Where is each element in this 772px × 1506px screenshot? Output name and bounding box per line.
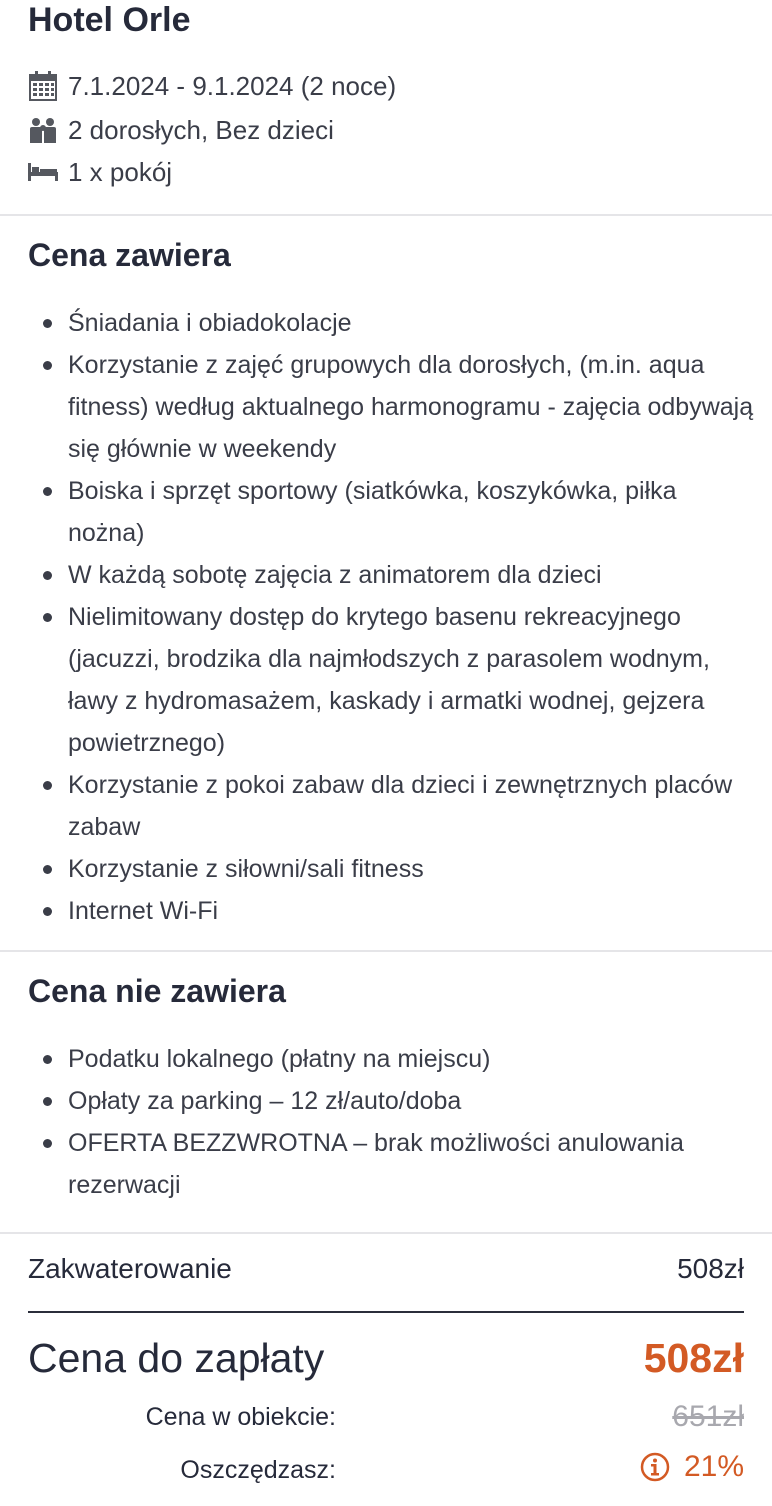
list-item: OFERTA BEZZWROTNA – brak możliwości anulowania rezerwacji	[28, 1122, 758, 1206]
included-list	[28, 302, 758, 932]
stay-dates	[28, 68, 396, 104]
accommodation-row	[28, 1248, 744, 1290]
calendar-icon	[28, 71, 58, 101]
hotel-title: Hotel Orle	[28, 1, 191, 39]
divider	[0, 950, 772, 952]
stay-rooms-text: 1 x pokój	[68, 156, 173, 187]
list-item: Opłaty za parking – 12 zł/auto/doba	[28, 1080, 758, 1122]
original-price-value: 651zł	[672, 1400, 744, 1433]
divider	[0, 214, 772, 216]
savings-value: 21%	[683, 1450, 744, 1483]
excluded-title: Cena nie zawiera	[28, 973, 286, 1009]
accommodation-label: Zakwaterowanie	[28, 1253, 232, 1284]
stay-rooms	[28, 154, 172, 190]
list-item: Korzystanie z siłowni/sali fitness	[28, 848, 758, 890]
savings-label: Oszczędzasz:	[180, 1455, 336, 1484]
list-item: Śniadania i obiadokolacje	[28, 302, 758, 344]
total-row	[28, 1330, 744, 1386]
accommodation-value: 508zł	[677, 1253, 744, 1284]
original-price-label: Cena w obiekcie:	[145, 1402, 336, 1431]
stay-dates-text: 7.1.2024 - 9.1.2024 (2 noce)	[68, 70, 397, 101]
list-item: Korzystanie z zajęć grupowych dla dorosłych, (m.in. aqua fitness) według aktualnego harmonogramu - zajęcia odbywają się głównie w weekendy	[28, 344, 758, 470]
bed-icon	[28, 157, 58, 187]
total-separator	[28, 1311, 744, 1313]
list-item: Nielimitowany dostęp do krytego basenu rekreacyjnego (jacuzzi, brodzika dla najmłodszych z parasolem wodnym, ławy z hydromasażem, kaskady i armatki wodnej, gejzera powietrznego)	[28, 596, 758, 764]
list-item: Internet Wi-Fi	[28, 890, 758, 932]
info-icon[interactable]	[640, 1452, 670, 1482]
stay-guests-text: 2 dorosłych, Bez dzieci	[68, 114, 334, 145]
original-price-row	[28, 1398, 744, 1436]
total-value: 508zł	[643, 1334, 744, 1381]
people-icon	[28, 115, 58, 145]
list-item: Korzystanie z pokoi zabaw dla dzieci i zewnętrznych placów zabaw	[28, 764, 758, 848]
divider	[0, 1232, 772, 1234]
list-item: Podatku lokalnego (płatny na miejscu)	[28, 1038, 758, 1080]
included-title: Cena zawiera	[28, 237, 231, 273]
list-item: W każdą sobotę zajęcia z animatorem dla dzieci	[28, 554, 758, 596]
total-label: Cena do zapłaty	[28, 1334, 325, 1381]
stay-guests	[28, 112, 334, 148]
savings-row	[28, 1450, 744, 1490]
list-item: Boiska i sprzęt sportowy (siatkówka, koszykówka, piłka nożna)	[28, 470, 758, 554]
excluded-list	[28, 1038, 758, 1206]
